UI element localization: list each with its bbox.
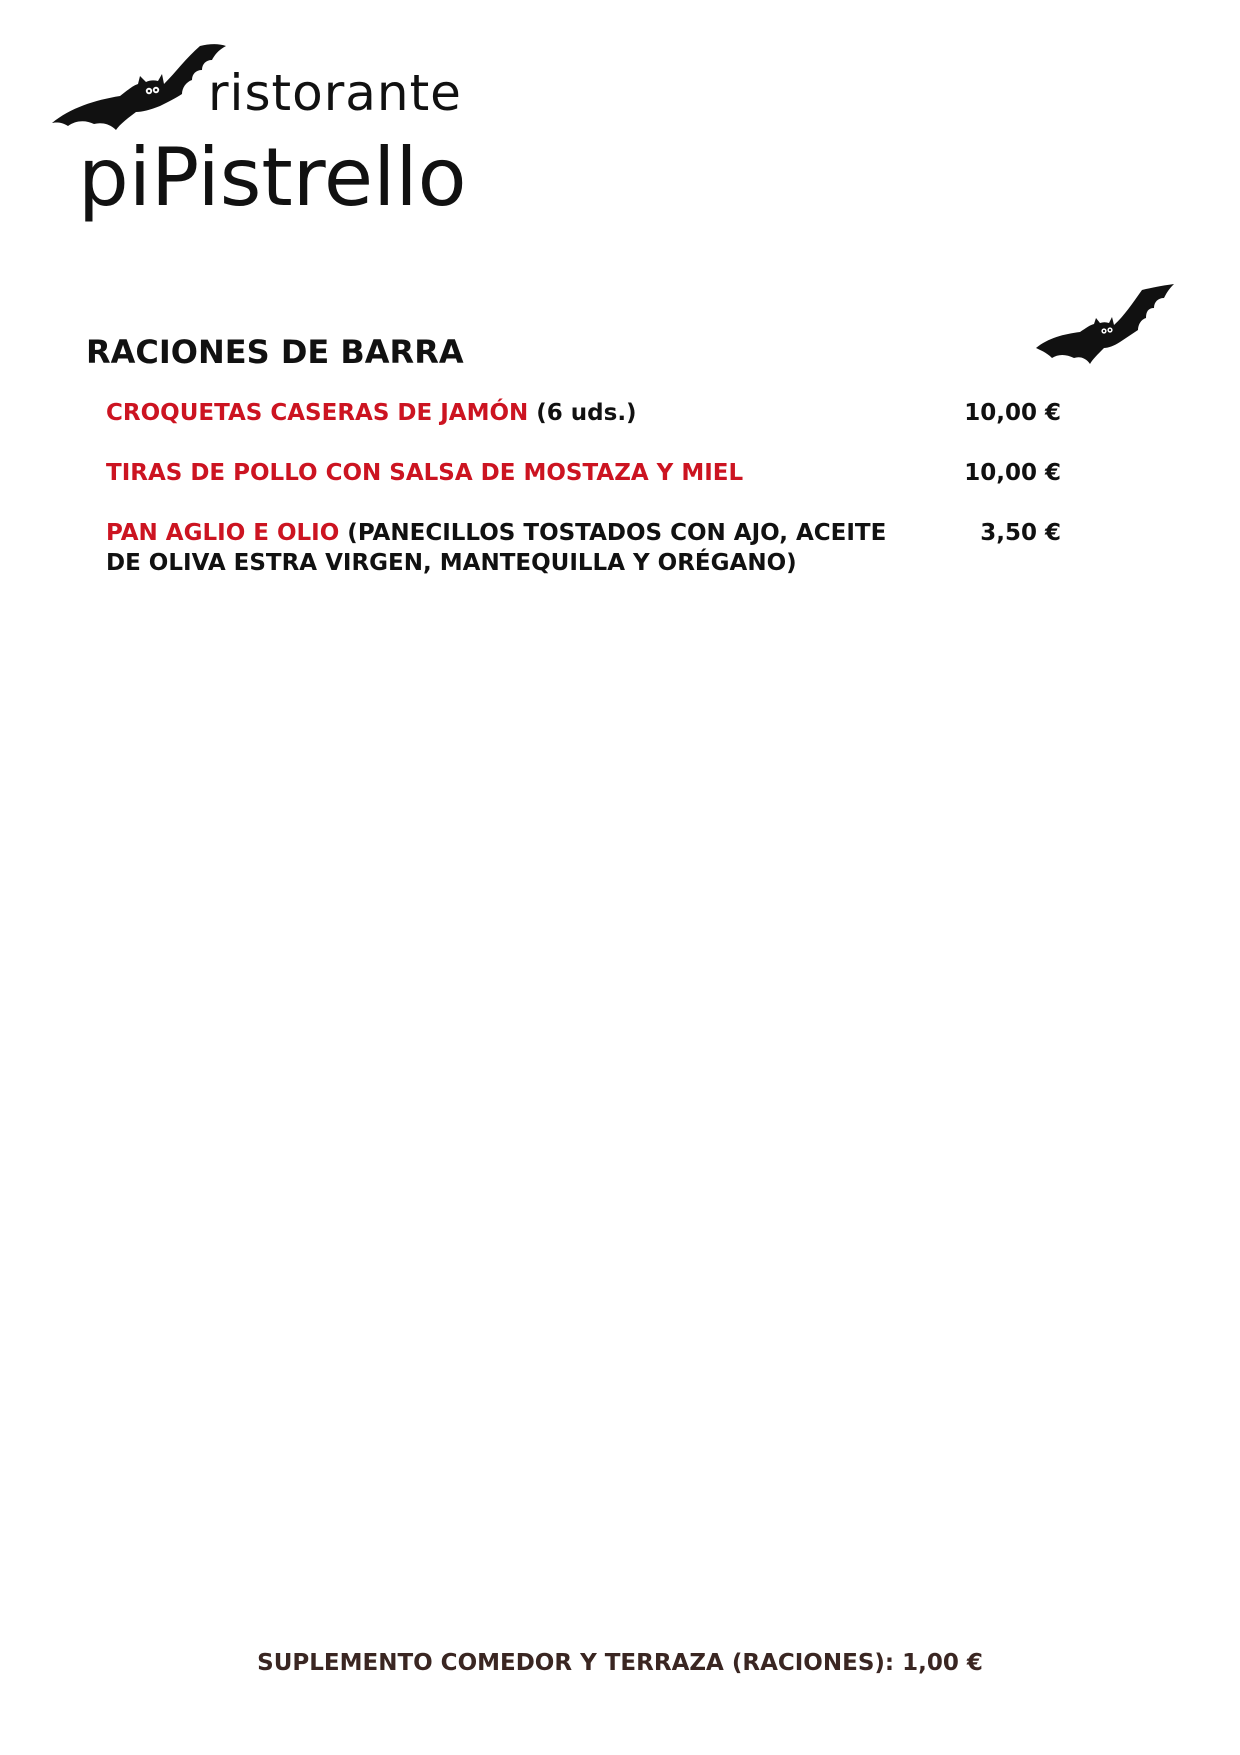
menu-item-price: 10,00 € [964,460,1061,486]
menu-item-description [106,518,921,578]
supplement-note: SUPLEMENTO COMEDOR Y TERRAZA (RACIONES): 1,00 € [257,1650,983,1676]
bat-icon [50,38,230,138]
menu-item-price: 3,50 € [980,520,1061,546]
menu-item [106,458,1061,488]
menu-item-detail: (6 uds.) [528,400,637,426]
logo-pipistrello: piPistrello [78,131,467,224]
section-title: RACIONES DE BARRA [86,333,464,371]
menu-item-price: 10,00 € [964,400,1061,426]
menu-item-description [106,398,921,428]
menu-item-name: PAN AGLIO E OLIO [106,520,340,546]
logo-ristorante: ristorante [208,64,462,122]
menu-list [106,398,1061,608]
menu-item [106,518,1061,578]
restaurant-logo [50,38,480,238]
menu-item-description [106,458,921,488]
bat-icon [1034,280,1179,365]
menu-item-name: TIRAS DE POLLO CON SALSA DE MOSTAZA Y MIEL [106,460,744,486]
menu-item-name: CROQUETAS CASERAS DE JAMÓN [106,400,529,426]
menu-item [106,398,1061,428]
menu-item-detail: (PANECILLOS TOSTADOS CON AJO, ACEITE DE OLIVA ESTRA VIRGEN, MANTEQUILLA Y ORÉGANO) [106,520,887,576]
